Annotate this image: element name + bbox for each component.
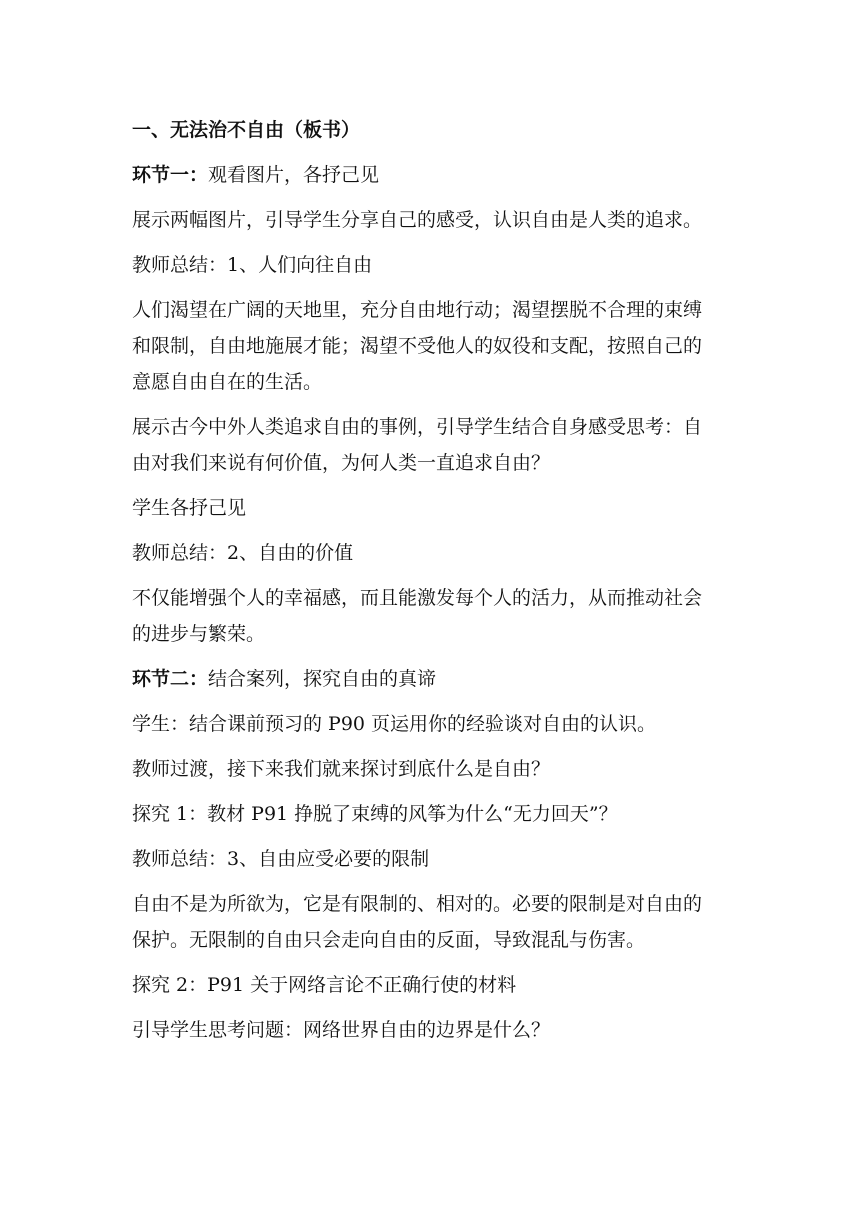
paragraph-longing-for-freedom bbox=[132, 292, 732, 400]
paragraph-line: 探究 2：P91 关于网络言论不正确行使的材料 bbox=[132, 974, 517, 996]
paragraph-line: 学生：结合课前预习的 P90 页运用你的经验谈对自由的认识。 bbox=[132, 713, 657, 735]
section-heading-text: 一、无法治不自由（板书） bbox=[132, 119, 361, 141]
paragraph-line: 意愿自由自在的生活。 bbox=[132, 371, 323, 393]
paragraph-line: 学生各抒己见 bbox=[132, 497, 247, 519]
paragraph-line: 由对我们来说有何价值，为何人类一直追求自由？ bbox=[132, 452, 551, 474]
paragraph-line: 探究 1：教材 P91 挣脱了束缚的风筝为什么“无力回天”？ bbox=[132, 803, 618, 825]
paragraph-value-of-freedom bbox=[132, 580, 732, 652]
teacher-summary-2 bbox=[132, 535, 732, 571]
paragraph-inquiry-2 bbox=[132, 967, 732, 1003]
teacher-summary-1 bbox=[132, 247, 732, 283]
document-body bbox=[132, 112, 732, 1057]
paragraph-show-pictures bbox=[132, 202, 732, 238]
paragraph-line: 教师总结：1、人们向往自由 bbox=[132, 254, 373, 276]
paragraph-guide-question bbox=[132, 1012, 732, 1048]
step-one-label: 环节一： bbox=[132, 164, 209, 186]
step-two-title: 结合案列，探究自由的真谛 bbox=[208, 668, 437, 690]
step-two-heading bbox=[132, 661, 732, 697]
paragraph-line: 保护。无限制的自由只会走向自由的反面，导致混乱与伤害。 bbox=[132, 929, 646, 951]
paragraph-line: 的进步与繁荣。 bbox=[132, 623, 266, 645]
paragraph-students-discuss bbox=[132, 490, 732, 526]
paragraph-historical-examples bbox=[132, 409, 732, 481]
paragraph-line: 教师总结：2、自由的价值 bbox=[132, 542, 354, 564]
paragraph-line: 人们渴望在广阔的天地里，充分自由地行动；渴望摆脱不合理的束缚 bbox=[132, 299, 703, 321]
teacher-summary-3 bbox=[132, 841, 732, 877]
step-two-label: 环节二： bbox=[132, 668, 209, 690]
step-one-title: 观看图片，各抒己见 bbox=[208, 164, 380, 186]
paragraph-limits-of-freedom bbox=[132, 886, 732, 958]
paragraph-line: 教师过渡，接下来我们就来探讨到底什么是自由？ bbox=[132, 758, 551, 780]
section-heading bbox=[132, 112, 732, 148]
paragraph-inquiry-1 bbox=[132, 796, 732, 832]
paragraph-student-preview bbox=[132, 706, 732, 742]
paragraph-line: 不仅能增强个人的幸福感，而且能激发每个人的活力，从而推动社会 bbox=[132, 587, 703, 609]
paragraph-line: 教师总结：3、自由应受必要的限制 bbox=[132, 848, 430, 870]
paragraph-teacher-transition bbox=[132, 751, 732, 787]
paragraph-line: 自由不是为所欲为，它是有限制的、相对的。必要的限制是对自由的 bbox=[132, 893, 703, 915]
paragraph-line: 展示古今中外人类追求自由的事例，引导学生结合自身感受思考：自 bbox=[132, 416, 703, 438]
paragraph-line: 展示两幅图片，引导学生分享自己的感受，认识自由是人类的追求。 bbox=[132, 209, 703, 231]
paragraph-line: 和限制，自由地施展才能；渴望不受他人的奴役和支配，按照自己的 bbox=[132, 335, 703, 357]
step-one-heading bbox=[132, 157, 732, 193]
paragraph-line: 引导学生思考问题：网络世界自由的边界是什么？ bbox=[132, 1019, 551, 1041]
